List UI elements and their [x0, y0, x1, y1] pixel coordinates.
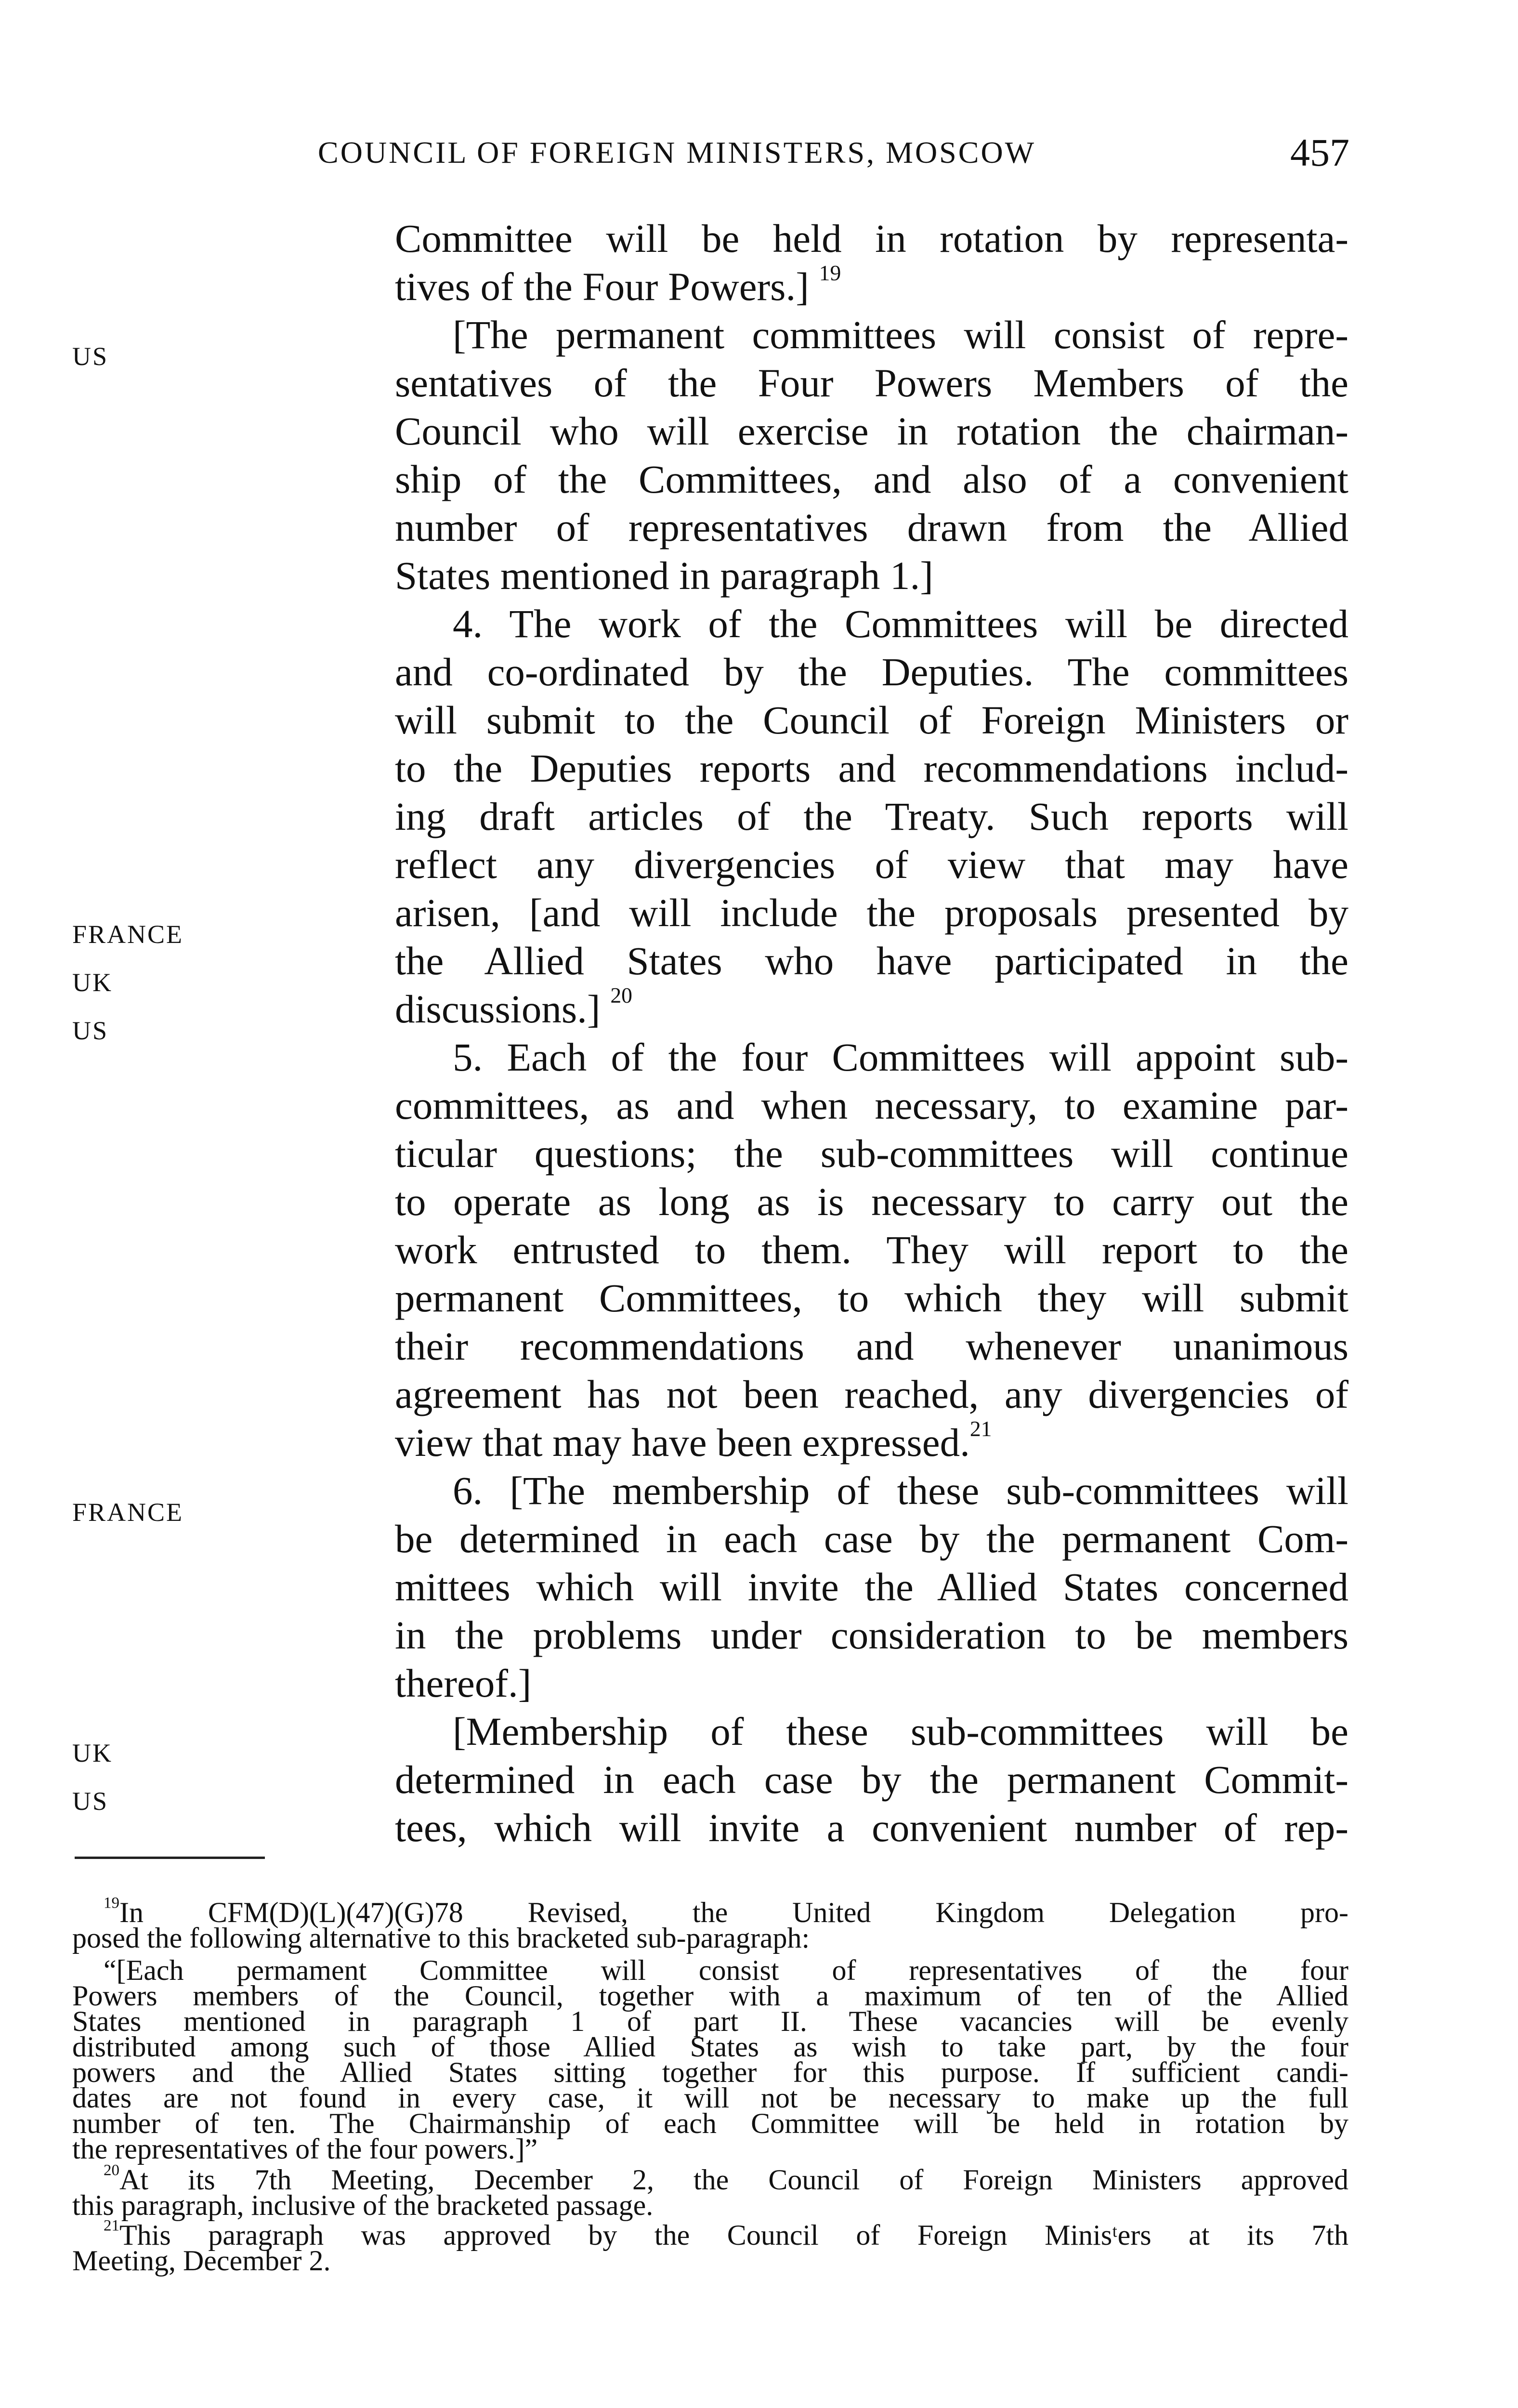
footnote-text: At its 7th Meeting, December 2, the Council of Foreign Ministers approved [119, 2164, 1348, 2196]
body-line: number of representatives drawn from the Allied [395, 505, 1348, 550]
footnote-ref: 21 [969, 1416, 992, 1441]
body-line: work entrusted to them. They will report to the [395, 1228, 1348, 1272]
margin-label-france: FRANCE [72, 920, 184, 949]
footnote-line: States mentioned in paragraph 1 of part II. These vacancies will be evenly [72, 2005, 1348, 2037]
footnote-number: 21 [104, 2217, 119, 2235]
running-head-title: COUNCIL OF FOREIGN MINISTERS, MOSCOW [318, 135, 1036, 170]
footnote-line: number of ten. The Chairmanship of each Committee will be held in rotation by [72, 2107, 1348, 2139]
body-line: ticular questions; the sub-committees will continue [395, 1131, 1348, 1176]
margin-label-us: US [72, 1787, 109, 1816]
body-line: mittees which will invite the Allied States concerned [395, 1565, 1348, 1609]
footnote-line: “[Each permament Committee will consist of representatives of the four [104, 1954, 1348, 1986]
body-line: [The permanent committees will consist of repre- [453, 313, 1348, 357]
footnote-text: This paragraph was approved by the Council of Foreign Minisᵗers at its 7th [119, 2219, 1348, 2251]
body-line: ship of the Committees, and also of a convenient [395, 457, 1348, 501]
footnote-line: the representatives of the four powers.]” [72, 2133, 538, 2165]
body-line-text: discussions.] [395, 987, 601, 1031]
body-line: agreement has not been reached, any divergencies of [395, 1372, 1348, 1416]
body-line: Council who will exercise in rotation the chairman- [395, 409, 1348, 453]
body-line-text: view that may have been expressed. [395, 1420, 970, 1465]
body-line [395, 1418, 1348, 1466]
body-line [395, 262, 1348, 311]
footnote-number: 19 [104, 1894, 119, 1912]
body-line: 4. The work of the Committees will be directed [453, 602, 1348, 646]
body-line: Committee will be held in rotation by representa- [395, 216, 1348, 261]
body-line: will submit to the Council of Foreign Ministers or [395, 698, 1348, 742]
body-line: thereof.] [395, 1661, 532, 1705]
margin-label-uk: UK [72, 968, 113, 997]
body-line: sentatives of the Four Powers Members of the [395, 361, 1348, 405]
body-line: [Membership of these sub-committees will be [453, 1709, 1348, 1754]
footnote-line: dates are not found in every case, it will not be necessary to make up the full [72, 2082, 1348, 2114]
footnote-line: posed the following alternative to this bracketed sub-paragraph: [72, 1922, 810, 1954]
body-line: reflect any divergencies of view that may have [395, 842, 1348, 887]
body-line: committees, as and when necessary, to examine par- [395, 1083, 1348, 1127]
running-head [0, 130, 1518, 178]
footnote-line: this paragraph, inclusive of the bracketed passage. [72, 2189, 654, 2221]
body-line-text: tives of the Four Powers.] [395, 264, 809, 309]
footnote-text: In CFM(D)(L)(47)(G)78 Revised, the United Kingdom Delegation pro- [119, 1897, 1348, 1928]
body-line: determined in each case by the permanent Commit- [395, 1757, 1348, 1802]
margin-label-uk: UK [72, 1739, 113, 1767]
footnote-ref: 19 [819, 260, 841, 285]
margin-label-us: US [72, 342, 109, 371]
body-line [395, 982, 1348, 1033]
footnote-line: powers and the Allied States sitting together for this purpose. If sufficient candi- [72, 2056, 1348, 2088]
body-line: in the problems under consideration to be members [395, 1613, 1348, 1657]
body-line: their recommendations and whenever unanimous [395, 1324, 1348, 1368]
margin-label-france: FRANCE [72, 1498, 184, 1527]
margin-label-us: US [72, 1016, 109, 1045]
body-line: tees, which will invite a convenient number of rep- [395, 1806, 1348, 1850]
footnote-number: 20 [104, 2161, 119, 2179]
body-line: 5. Each of the four Committees will appoint sub- [453, 1035, 1348, 1079]
body-line: be determined in each case by the permanent Com- [395, 1517, 1348, 1561]
footnote-line: Powers members of the Council, together with a maximum of ten of the Allied [72, 1980, 1348, 2012]
footnote-line: Meeting, December 2. [72, 2245, 331, 2277]
body-line: to the Deputies reports and recommendations includ- [395, 746, 1348, 790]
body-line: arisen, [and will include the proposals presented by [395, 890, 1348, 935]
footnote-ref: 20 [610, 982, 632, 1008]
body-line: ing draft articles of the Treaty. Such reports will [395, 794, 1348, 838]
body-line: to operate as long as is necessary to carry out the [395, 1179, 1348, 1224]
body-line: States mentioned in paragraph 1.] [395, 553, 933, 598]
body-line: the Allied States who have participated in the [395, 939, 1348, 983]
footnote-line: distributed among such of those Allied States as wish to take part, by the four [72, 2031, 1348, 2063]
page-number: 457 [1290, 131, 1349, 174]
body-line: and co-ordinated by the Deputies. The committees [395, 650, 1348, 694]
footnote-rule [75, 1857, 265, 1859]
body-line: permanent Committees, to which they will submit [395, 1276, 1348, 1320]
body-line: 6. [The membership of these sub-committees will [453, 1468, 1348, 1513]
